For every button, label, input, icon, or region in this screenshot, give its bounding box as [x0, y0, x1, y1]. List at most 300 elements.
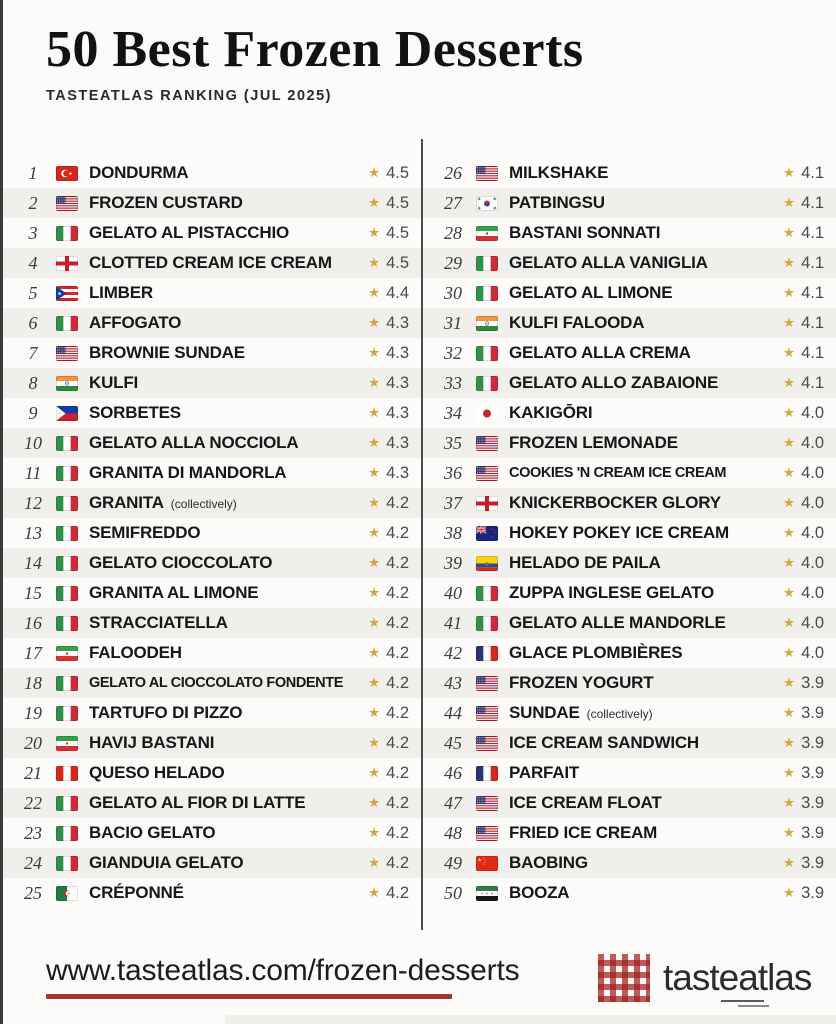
rank-number: 33 [444, 372, 462, 393]
rating-value: 3.9 [801, 763, 824, 782]
italy-flag-icon [56, 586, 78, 601]
rating-value: 4.2 [386, 613, 409, 632]
list-item [3, 818, 421, 848]
italy-flag-icon [56, 676, 78, 691]
list-item [3, 248, 421, 278]
list-item [3, 368, 421, 398]
rank-number: 12 [24, 492, 42, 513]
rank-number: 17 [24, 642, 42, 663]
usa-flag-icon [476, 736, 498, 751]
star-icon: ★ [782, 885, 796, 901]
rating [368, 524, 409, 543]
rank-number: 5 [28, 282, 38, 303]
dessert-name [509, 465, 775, 481]
list-item [3, 668, 421, 698]
list-item [3, 428, 421, 458]
list-item [423, 188, 836, 218]
dessert-name [509, 493, 775, 513]
dessert-name-text: GELATO ALLA CREMA [509, 343, 691, 362]
rating [368, 494, 409, 513]
rank-number: 45 [444, 732, 462, 753]
dessert-name-text: SORBETES [89, 403, 181, 422]
list-item [423, 338, 836, 368]
rating-value: 3.9 [801, 703, 824, 722]
rating [368, 674, 409, 693]
dessert-name-text: GELATO AL CIOCCOLATO FONDENTE [89, 675, 343, 691]
tasteatlas-logo-text [663, 957, 811, 999]
dessert-name [89, 433, 360, 453]
star-icon: ★ [367, 285, 381, 301]
dessert-name-text: GELATO CIOCCOLATO [89, 553, 273, 572]
dessert-name-text: GELATO AL FIOR DI LATTE [89, 793, 306, 812]
dessert-name-text: GELATO AL PISTACCHIO [89, 223, 290, 242]
rating [783, 554, 824, 573]
new-zealand-flag-icon [476, 526, 498, 541]
italy-flag-icon [476, 586, 498, 601]
rank-number: 40 [444, 582, 462, 603]
ranking-list [3, 158, 836, 908]
page-subtitle: TASTEATLAS RANKING (JUL 2025) [46, 88, 332, 104]
star-icon: ★ [782, 825, 796, 841]
dessert-name [89, 553, 360, 573]
rating-value: 4.0 [801, 643, 824, 662]
list-item [423, 458, 836, 488]
japan-flag-icon [476, 406, 498, 421]
rating-value: 4.2 [386, 763, 409, 782]
list-item [3, 698, 421, 728]
list-item [423, 398, 836, 428]
list-item [423, 218, 836, 248]
star-icon: ★ [367, 465, 381, 481]
list-item [423, 278, 836, 308]
italy-flag-icon [56, 826, 78, 841]
dessert-name-text: GLACE PLOMBIÈRES [509, 643, 683, 662]
star-icon: ★ [367, 675, 381, 691]
rating-value: 4.2 [386, 823, 409, 842]
dessert-name-text: ICE CREAM SANDWICH [509, 733, 700, 752]
dessert-name [89, 853, 360, 873]
rating [783, 584, 824, 603]
ecuador-flag-icon [476, 556, 498, 571]
rank-number: 19 [24, 702, 42, 723]
dessert-name [509, 733, 775, 753]
rank-number: 10 [24, 432, 42, 453]
rating-value: 3.9 [801, 853, 824, 872]
rank-number: 44 [444, 702, 462, 723]
star-icon: ★ [367, 615, 381, 631]
dessert-name [89, 373, 360, 393]
france-flag-icon [476, 766, 498, 781]
rating-value: 4.2 [386, 643, 409, 662]
rank-number: 2 [28, 192, 38, 213]
rating [783, 284, 824, 303]
rating-value: 4.1 [801, 373, 824, 392]
star-icon: ★ [782, 435, 796, 451]
usa-flag-icon [476, 466, 498, 481]
dessert-name-text: KNICKERBOCKER GLORY [509, 493, 721, 512]
logo-part-las: las [767, 957, 812, 998]
dessert-name [509, 583, 775, 603]
rating-value: 3.9 [801, 823, 824, 842]
italy-flag-icon [56, 496, 78, 511]
dessert-name-text: SUNDAE [509, 703, 580, 722]
iran-flag-icon [56, 646, 78, 661]
star-icon: ★ [782, 315, 796, 331]
list-item [3, 338, 421, 368]
italy-flag-icon [56, 436, 78, 451]
iran-flag-icon [476, 226, 498, 241]
star-icon: ★ [782, 855, 796, 871]
rating-value: 3.9 [801, 793, 824, 812]
rating [783, 824, 824, 843]
star-icon: ★ [367, 435, 381, 451]
dessert-name-text: QUESO HELADO [89, 763, 225, 782]
rating-value: 4.2 [386, 703, 409, 722]
rank-number: 46 [444, 762, 462, 783]
rating-value: 4.2 [386, 883, 409, 902]
list-item [3, 578, 421, 608]
dessert-name [89, 703, 360, 723]
usa-flag-icon [476, 436, 498, 451]
rating-value: 4.5 [386, 253, 409, 272]
rating [368, 614, 409, 633]
south-korea-flag-icon [476, 196, 498, 211]
china-flag-icon [476, 856, 498, 871]
italy-flag-icon [476, 376, 498, 391]
star-icon: ★ [782, 615, 796, 631]
rating-value: 4.3 [386, 463, 409, 482]
rating [368, 554, 409, 573]
rank-number: 16 [24, 612, 42, 633]
rank-number: 38 [444, 522, 462, 543]
list-item [423, 488, 836, 518]
list-item [3, 728, 421, 758]
rank-number: 21 [24, 762, 42, 783]
star-icon: ★ [367, 525, 381, 541]
star-icon: ★ [367, 315, 381, 331]
usa-flag-icon [476, 826, 498, 841]
rating [783, 344, 824, 363]
italy-flag-icon [476, 616, 498, 631]
italy-flag-icon [476, 286, 498, 301]
rating-value: 4.3 [386, 433, 409, 452]
star-icon: ★ [367, 585, 381, 601]
dessert-name [509, 793, 775, 813]
rank-number: 13 [24, 522, 42, 543]
header [46, 20, 584, 104]
rating-value: 4.1 [801, 223, 824, 242]
star-icon: ★ [367, 855, 381, 871]
rating [368, 254, 409, 273]
rating [368, 434, 409, 453]
dessert-name-text: FROZEN CUSTARD [89, 193, 243, 212]
rating [368, 584, 409, 603]
rating-value: 4.2 [386, 733, 409, 752]
dessert-name-text: MILKSHAKE [509, 163, 609, 182]
star-icon: ★ [367, 645, 381, 661]
list-item [3, 488, 421, 518]
england-flag-icon [56, 256, 78, 271]
star-icon: ★ [782, 345, 796, 361]
rating [368, 374, 409, 393]
rank-number: 3 [28, 222, 38, 243]
rating-value: 4.0 [801, 523, 824, 542]
star-icon: ★ [782, 585, 796, 601]
dessert-name [89, 163, 360, 183]
rating-value: 4.0 [801, 583, 824, 602]
list-item [423, 668, 836, 698]
rating-value: 4.5 [386, 163, 409, 182]
dessert-name [89, 523, 360, 543]
star-icon: ★ [367, 375, 381, 391]
star-icon: ★ [782, 225, 796, 241]
dessert-name-text: FROZEN YOGURT [509, 673, 654, 692]
rank-number: 28 [444, 222, 462, 243]
rank-number: 48 [444, 822, 462, 843]
dessert-name-text: FROZEN LEMONADE [509, 433, 678, 452]
list-item [423, 848, 836, 878]
dessert-name [89, 733, 360, 753]
rank-number: 4 [28, 252, 38, 273]
star-icon: ★ [782, 495, 796, 511]
dessert-name-text: STRACCIATELLA [89, 613, 228, 632]
rank-number: 26 [444, 162, 462, 183]
dessert-name-text: PATBINGSU [509, 193, 605, 212]
dessert-name [89, 403, 360, 423]
page-title: 50 Best Frozen Desserts [46, 21, 584, 78]
italy-flag-icon [476, 256, 498, 271]
list-item [423, 548, 836, 578]
rating [368, 194, 409, 213]
rating [783, 884, 824, 903]
dessert-name [509, 403, 775, 423]
dessert-name-text: GRANITA DI MANDORLA [89, 463, 287, 482]
rating [783, 734, 824, 753]
star-icon: ★ [782, 465, 796, 481]
rating-value: 4.0 [801, 403, 824, 422]
rank-number: 11 [24, 462, 42, 483]
dessert-name [89, 883, 360, 903]
rating [783, 314, 824, 333]
star-icon: ★ [782, 405, 796, 421]
dessert-name [509, 823, 775, 843]
italy-flag-icon [56, 706, 78, 721]
rating [368, 644, 409, 663]
usa-flag-icon [56, 346, 78, 361]
list-item [3, 278, 421, 308]
rating [368, 884, 409, 903]
logo-part-tast: tast [663, 957, 719, 998]
star-icon: ★ [782, 765, 796, 781]
rating-value: 4.2 [386, 553, 409, 572]
england-flag-icon [476, 496, 498, 511]
dessert-name [509, 553, 775, 573]
rank-number: 42 [444, 642, 462, 663]
rating-value: 4.1 [801, 343, 824, 362]
rating [368, 794, 409, 813]
rating-value: 4.3 [386, 343, 409, 362]
dessert-name [89, 463, 360, 483]
star-icon: ★ [782, 375, 796, 391]
ranking-column-right [423, 158, 836, 908]
dessert-name [89, 823, 360, 843]
rating [368, 284, 409, 303]
rating-value: 4.1 [801, 313, 824, 332]
usa-flag-icon [476, 676, 498, 691]
dessert-name [89, 583, 360, 603]
list-item [423, 608, 836, 638]
rating-value: 4.5 [386, 193, 409, 212]
dessert-name-text: CRÉPONNÉ [89, 883, 184, 902]
rank-number: 25 [24, 882, 42, 903]
rank-number: 18 [24, 672, 42, 693]
rating-value: 4.2 [386, 583, 409, 602]
list-item [423, 368, 836, 398]
star-icon: ★ [367, 255, 381, 271]
dessert-name [89, 493, 360, 513]
rating [783, 614, 824, 633]
list-item [423, 158, 836, 188]
rank-number: 37 [444, 492, 462, 513]
italy-flag-icon [56, 856, 78, 871]
algeria-flag-icon [56, 886, 78, 901]
list-item [3, 188, 421, 218]
star-icon: ★ [367, 885, 381, 901]
rating [783, 764, 824, 783]
italy-flag-icon [56, 556, 78, 571]
dessert-name [89, 283, 360, 303]
dessert-name [509, 343, 775, 363]
list-item [3, 158, 421, 188]
dessert-note: (collectively) [170, 497, 237, 511]
dessert-name [509, 223, 775, 243]
rating-value: 4.0 [801, 493, 824, 512]
italy-flag-icon [56, 526, 78, 541]
rank-number: 41 [444, 612, 462, 633]
list-item [423, 788, 836, 818]
peru-flag-icon [56, 766, 78, 781]
star-icon: ★ [782, 675, 796, 691]
rating [368, 404, 409, 423]
usa-flag-icon [476, 166, 498, 181]
rating-value: 4.3 [386, 373, 409, 392]
dessert-name-text: CLOTTED CREAM ICE CREAM [89, 253, 332, 272]
dessert-name [509, 163, 775, 183]
rating [783, 224, 824, 243]
puerto-rico-flag-icon [56, 286, 78, 301]
dessert-name-text: GELATO ALLO ZABAIONE [509, 373, 719, 392]
rank-number: 47 [444, 792, 462, 813]
list-item [3, 398, 421, 428]
rank-number: 1 [28, 162, 38, 183]
dessert-name [509, 703, 775, 723]
india-flag-icon [476, 316, 498, 331]
dessert-name [89, 313, 360, 333]
rating [783, 164, 824, 183]
dessert-name-text: ZUPPA INGLESE GELATO [509, 583, 715, 602]
dessert-name-text: AFFOGATO [89, 313, 182, 332]
list-item [423, 518, 836, 548]
list-item [423, 878, 836, 908]
syria-flag-icon [476, 886, 498, 901]
rating-value: 4.0 [801, 613, 824, 632]
list-item [423, 728, 836, 758]
rank-number: 22 [24, 792, 42, 813]
tasteatlas-logo [598, 954, 811, 1002]
rating-value: 4.2 [386, 673, 409, 692]
dessert-name [509, 253, 775, 273]
list-item [3, 758, 421, 788]
dessert-name-text: GELATO ALLA VANIGLIA [509, 253, 708, 272]
rating-value: 4.1 [801, 253, 824, 272]
rating [783, 464, 824, 483]
rating [368, 464, 409, 483]
star-icon: ★ [367, 405, 381, 421]
rating [368, 164, 409, 183]
rank-number: 30 [444, 282, 462, 303]
rating-value: 4.2 [386, 493, 409, 512]
star-icon: ★ [782, 525, 796, 541]
dessert-name-text: KULFI FALOODA [509, 313, 645, 332]
dessert-note: (collectively) [586, 707, 653, 721]
rating-value: 4.5 [386, 223, 409, 242]
rating [368, 824, 409, 843]
star-icon: ★ [782, 795, 796, 811]
dessert-name [509, 313, 775, 333]
rating [783, 254, 824, 273]
rating-value: 4.3 [386, 313, 409, 332]
italy-flag-icon [56, 796, 78, 811]
rank-number: 43 [444, 672, 462, 693]
list-item [423, 428, 836, 458]
star-icon: ★ [367, 165, 381, 181]
rating-value: 4.1 [801, 283, 824, 302]
dessert-name [509, 373, 775, 393]
dessert-name [509, 853, 775, 873]
dessert-name-text: ICE CREAM FLOAT [509, 793, 662, 812]
rating [783, 194, 824, 213]
list-item [423, 638, 836, 668]
dessert-name-text: GRANITA [89, 493, 164, 512]
list-item [3, 848, 421, 878]
list-item [423, 758, 836, 788]
iran-flag-icon [56, 736, 78, 751]
dessert-name-text: GIANDUIA GELATO [89, 853, 244, 872]
rank-number: 15 [24, 582, 42, 603]
italy-flag-icon [56, 226, 78, 241]
dessert-name [89, 193, 360, 213]
list-item [423, 578, 836, 608]
star-icon: ★ [782, 735, 796, 751]
list-item [3, 308, 421, 338]
usa-flag-icon [476, 706, 498, 721]
dessert-name-text: KAKIGŌRI [509, 403, 593, 422]
footer-url[interactable]: www.tasteatlas.com/frozen-desserts [46, 954, 520, 987]
rating [783, 794, 824, 813]
rank-number: 34 [444, 402, 462, 423]
dessert-name-text: FRIED ICE CREAM [509, 823, 658, 842]
dessert-name [509, 283, 775, 303]
list-item [3, 518, 421, 548]
rank-number: 50 [444, 882, 462, 903]
rank-number: 6 [28, 312, 38, 333]
dessert-name-text: GELATO AL LIMONE [509, 283, 673, 302]
logo-part-eat: eat [718, 957, 768, 998]
list-item [3, 878, 421, 908]
rating-value: 4.1 [801, 193, 824, 212]
dessert-name-text: DONDURMA [89, 163, 189, 182]
rating [783, 704, 824, 723]
